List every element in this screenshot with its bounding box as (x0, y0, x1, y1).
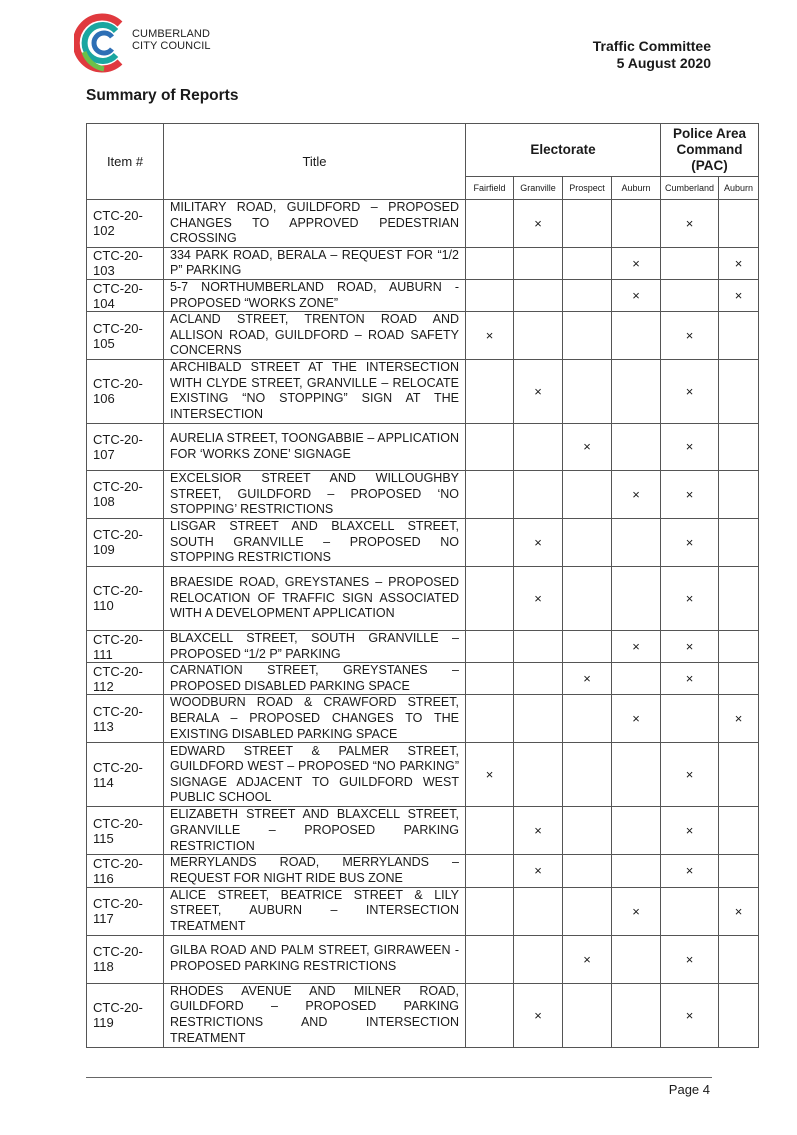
empty-cell (514, 630, 563, 662)
cross-mark: × (514, 983, 563, 1047)
cross-mark: × (612, 630, 661, 662)
table-row (87, 470, 759, 518)
empty-cell (612, 663, 661, 695)
cross-mark: × (661, 743, 719, 807)
empty-cell (563, 359, 612, 423)
empty-cell (719, 200, 759, 248)
empty-cell (612, 359, 661, 423)
empty-cell (719, 566, 759, 630)
report-title: MILITARY ROAD, GUILDFORD – PROPOSED CHANGES TO APPROVED PEDESTRIAN CROSSING (164, 200, 466, 248)
empty-cell (612, 807, 661, 855)
report-title: 5-7 NORTHUMBERLAND ROAD, AUBURN - PROPOSED “WORKS ZONE” (164, 279, 466, 311)
cross-mark: × (661, 312, 719, 360)
table-row (87, 695, 759, 743)
empty-cell (612, 518, 661, 566)
empty-cell (466, 983, 514, 1047)
cross-mark: × (661, 518, 719, 566)
table-row (87, 807, 759, 855)
empty-cell (563, 200, 612, 248)
column-group-pac: Police Area Command (PAC) (661, 124, 759, 177)
empty-cell (514, 312, 563, 360)
empty-cell (661, 695, 719, 743)
empty-cell (612, 935, 661, 983)
table-row (87, 663, 759, 695)
item-number: CTC-20-113 (87, 695, 164, 743)
cross-mark: × (612, 247, 661, 279)
cross-mark: × (466, 743, 514, 807)
empty-cell (466, 887, 514, 935)
report-title: EDWARD STREET & PALMER STREET, GUILDFORD WEST – PROPOSED “NO PARKING” SIGNAGE ADJACENT TO GUILDFORD WEST PUBLIC SCHOOL (164, 743, 466, 807)
report-title: AURELIA STREET, TOONGABBIE – APPLICATION FOR ‘WORKS ZONE’ SIGNAGE (164, 423, 466, 470)
item-number: CTC-20-103 (87, 247, 164, 279)
report-title: CARNATION STREET, GREYSTANES – PROPOSED DISABLED PARKING SPACE (164, 663, 466, 695)
empty-cell (719, 423, 759, 470)
cross-mark: × (612, 695, 661, 743)
cross-mark: × (612, 887, 661, 935)
empty-cell (719, 312, 759, 360)
document-meta (593, 38, 711, 72)
report-title: BLAXCELL STREET, SOUTH GRANVILLE – PROPOSED “1/2 P” PARKING (164, 630, 466, 662)
item-number: CTC-20-104 (87, 279, 164, 311)
table-row (87, 743, 759, 807)
cross-mark: × (514, 566, 563, 630)
table-row (87, 983, 759, 1047)
table-row (87, 247, 759, 279)
cross-mark: × (661, 423, 719, 470)
table-body (87, 200, 759, 1048)
meeting-date: 5 August 2020 (616, 55, 711, 71)
table-row (87, 312, 759, 360)
empty-cell (563, 247, 612, 279)
cross-mark: × (661, 935, 719, 983)
empty-cell (514, 887, 563, 935)
empty-cell (563, 807, 612, 855)
empty-cell (719, 855, 759, 887)
table-row (87, 935, 759, 983)
cross-mark: × (514, 359, 563, 423)
page-number: Page 4 (668, 1082, 710, 1097)
empty-cell (514, 279, 563, 311)
table-row (87, 855, 759, 887)
empty-cell (466, 279, 514, 311)
cross-mark: × (719, 695, 759, 743)
empty-cell (661, 279, 719, 311)
empty-cell (563, 983, 612, 1047)
report-title: EXCELSIOR STREET AND WILLOUGHBY STREET, GUILDFORD – PROPOSED ‘NO STOPPING’ RESTRICTIONS (164, 470, 466, 518)
item-number: CTC-20-115 (87, 807, 164, 855)
report-title: ARCHIBALD STREET AT THE INTERSECTION WITH CLYDE STREET, GRANVILLE – RELOCATE EXISTING “NO STOPPING” SIGN AT THE INTERSECTION (164, 359, 466, 423)
empty-cell (563, 566, 612, 630)
empty-cell (612, 312, 661, 360)
empty-cell (563, 312, 612, 360)
empty-cell (612, 200, 661, 248)
empty-cell (466, 663, 514, 695)
table-row (87, 359, 759, 423)
table-row (87, 518, 759, 566)
item-number: CTC-20-111 (87, 630, 164, 662)
empty-cell (612, 743, 661, 807)
item-number: CTC-20-108 (87, 470, 164, 518)
cross-mark: × (563, 935, 612, 983)
empty-cell (661, 887, 719, 935)
subcolumn-auburn-pac: Auburn (719, 177, 759, 200)
empty-cell (514, 935, 563, 983)
empty-cell (563, 470, 612, 518)
table-row (87, 200, 759, 248)
cross-mark: × (661, 807, 719, 855)
footer-divider (86, 1077, 712, 1078)
column-header-item: Item # (87, 124, 164, 200)
empty-cell (514, 470, 563, 518)
cross-mark: × (612, 279, 661, 311)
empty-cell (563, 855, 612, 887)
cross-mark: × (661, 200, 719, 248)
report-title: ALICE STREET, BEATRICE STREET & LILY STREET, AUBURN – INTERSECTION TREATMENT (164, 887, 466, 935)
column-header-title: Title (164, 124, 466, 200)
report-title: ACLAND STREET, TRENTON ROAD AND ALLISON ROAD, GUILDFORD – ROAD SAFETY CONCERNS (164, 312, 466, 360)
cross-mark: × (612, 470, 661, 518)
cross-mark: × (563, 663, 612, 695)
report-title: BRAESIDE ROAD, GREYSTANES – PROPOSED RELOCATION OF TRAFFIC SIGN ASSOCIATED WITH A DEVELOPMENT APPLICATION (164, 566, 466, 630)
cross-mark: × (661, 359, 719, 423)
council-logo-icon (74, 12, 130, 74)
empty-cell (466, 566, 514, 630)
empty-cell (719, 983, 759, 1047)
empty-cell (466, 807, 514, 855)
empty-cell (466, 935, 514, 983)
empty-cell (719, 470, 759, 518)
cross-mark: × (563, 423, 612, 470)
empty-cell (514, 247, 563, 279)
empty-cell (719, 359, 759, 423)
empty-cell (719, 663, 759, 695)
item-number: CTC-20-116 (87, 855, 164, 887)
empty-cell (612, 566, 661, 630)
item-number: CTC-20-119 (87, 983, 164, 1047)
report-title: WOODBURN ROAD & CRAWFORD STREET, BERALA – PROPOSED CHANGES TO THE EXISTING DISABLED PARKING SPACE (164, 695, 466, 743)
report-title: ELIZABETH STREET AND BLAXCELL STREET, GRANVILLE – PROPOSED PARKING RESTRICTION (164, 807, 466, 855)
empty-cell (466, 855, 514, 887)
item-number: CTC-20-114 (87, 743, 164, 807)
empty-cell (514, 663, 563, 695)
empty-cell (563, 887, 612, 935)
item-number: CTC-20-117 (87, 887, 164, 935)
empty-cell (661, 247, 719, 279)
item-number: CTC-20-106 (87, 359, 164, 423)
empty-cell (466, 423, 514, 470)
cross-mark: × (661, 983, 719, 1047)
subcolumn-auburn-electorate: Auburn (612, 177, 661, 200)
table-row (87, 423, 759, 470)
item-number: CTC-20-105 (87, 312, 164, 360)
empty-cell (563, 743, 612, 807)
cross-mark: × (719, 279, 759, 311)
empty-cell (466, 247, 514, 279)
cross-mark: × (514, 807, 563, 855)
empty-cell (466, 518, 514, 566)
cross-mark: × (661, 566, 719, 630)
subcolumn-cumberland-pac: Cumberland (661, 177, 719, 200)
empty-cell (719, 630, 759, 662)
empty-cell (719, 935, 759, 983)
table-row (87, 887, 759, 935)
report-title: GILBA ROAD AND PALM STREET, GIRRAWEEN - PROPOSED PARKING RESTRICTIONS (164, 935, 466, 983)
empty-cell (563, 695, 612, 743)
cross-mark: × (514, 200, 563, 248)
cross-mark: × (514, 518, 563, 566)
report-title: RHODES AVENUE AND MILNER ROAD, GUILDFORD – PROPOSED PARKING RESTRICTIONS AND INTERSECTION TREATMENT (164, 983, 466, 1047)
column-group-electorate: Electorate (466, 124, 661, 177)
committee-name: Traffic Committee (592, 38, 711, 54)
cross-mark: × (466, 312, 514, 360)
empty-cell (466, 200, 514, 248)
item-number: CTC-20-110 (87, 566, 164, 630)
cross-mark: × (719, 887, 759, 935)
empty-cell (719, 518, 759, 566)
empty-cell (719, 807, 759, 855)
report-title: LISGAR STREET AND BLAXCELL STREET, SOUTH GRANVILLE – PROPOSED NO STOPPING RESTRICTIONS (164, 518, 466, 566)
subcolumn-granville: Granville (514, 177, 563, 200)
subcolumn-fairfield: Fairfield (466, 177, 514, 200)
empty-cell (563, 279, 612, 311)
empty-cell (563, 518, 612, 566)
item-number: CTC-20-109 (87, 518, 164, 566)
empty-cell (514, 695, 563, 743)
empty-cell (612, 855, 661, 887)
council-logo (74, 12, 234, 74)
table-row (87, 279, 759, 311)
empty-cell (563, 630, 612, 662)
table-row (87, 630, 759, 662)
cross-mark: × (661, 630, 719, 662)
subcolumn-prospect: Prospect (563, 177, 612, 200)
empty-cell (719, 743, 759, 807)
empty-cell (466, 359, 514, 423)
item-number: CTC-20-112 (87, 663, 164, 695)
empty-cell (514, 743, 563, 807)
cross-mark: × (514, 855, 563, 887)
item-number: CTC-20-102 (87, 200, 164, 248)
cross-mark: × (661, 663, 719, 695)
cross-mark: × (661, 470, 719, 518)
reports-table (86, 123, 759, 1048)
empty-cell (466, 695, 514, 743)
empty-cell (466, 470, 514, 518)
section-title: Summary of Reports (86, 87, 239, 104)
empty-cell (612, 983, 661, 1047)
empty-cell (612, 423, 661, 470)
empty-cell (466, 630, 514, 662)
cross-mark: × (661, 855, 719, 887)
report-title: MERRYLANDS ROAD, MERRYLANDS – REQUEST FOR NIGHT RIDE BUS ZONE (164, 855, 466, 887)
council-name: CUMBERLAND CITY COUNCIL (132, 28, 211, 52)
item-number: CTC-20-118 (87, 935, 164, 983)
cross-mark: × (719, 247, 759, 279)
item-number: CTC-20-107 (87, 423, 164, 470)
report-title: 334 PARK ROAD, BERALA – REQUEST FOR “1/2 P” PARKING (164, 247, 466, 279)
empty-cell (514, 423, 563, 470)
table-row (87, 566, 759, 630)
